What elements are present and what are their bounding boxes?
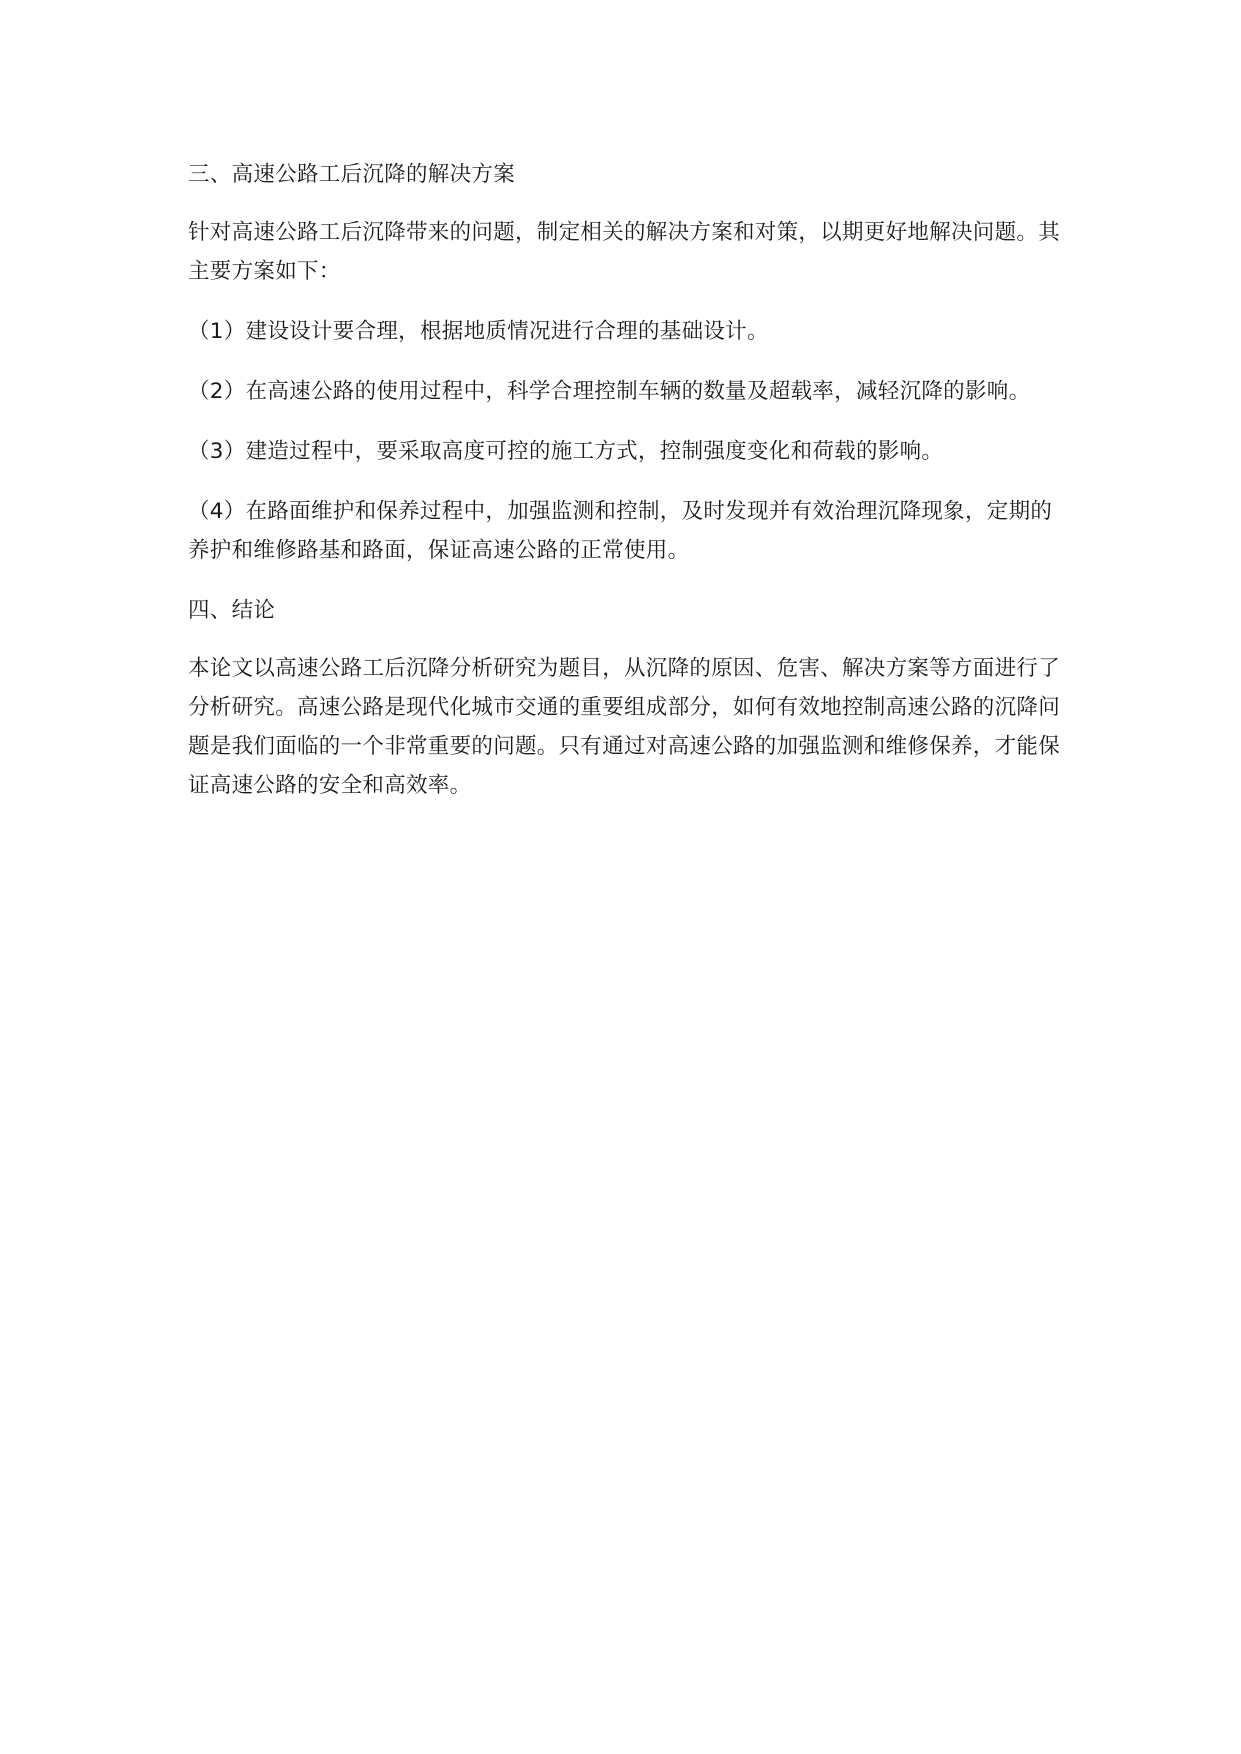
solution-item-4: （4）在路面维护和保养过程中，加强监测和控制，及时发现并有效治理沉降现象，定期的养护和维修路基和路面，保证高速公路的正常使用。	[188, 499, 1053, 563]
document-body	[188, 155, 1068, 826]
solution-item-1: （1）建设设计要合理，根据地质情况进行合理的基础设计。	[188, 319, 769, 344]
solution-item-3: （3）建造过程中，要采取高度可控的施工方式，控制强度变化和荷载的影响。	[188, 439, 944, 464]
solution-item-2: （2）在高速公路的使用过程中，科学合理控制车辆的数量及超载率，减轻沉降的影响。	[188, 379, 1031, 404]
section-4-heading: 四、结论	[188, 598, 276, 623]
conclusion-paragraph: 本论文以高速公路工后沉降分析研究为题目，从沉降的原因、危害、解决方案等方面进行了分析研究。高速公路是现代化城市交通的重要组成部分，如何有效地控制高速公路的沉降问题是我们面临的一个非常重要的问题。只有通过对高速公路的加强监测和维修保养，才能保证高速公路的安全和高效率。	[188, 656, 1061, 798]
section-3-heading: 三、高速公路工后沉降的解决方案	[188, 162, 516, 187]
section-3-intro: 针对高速公路工后沉降带来的问题，制定相关的解决方案和对策，以期更好地解决问题。其主要方案如下：	[188, 220, 1061, 284]
